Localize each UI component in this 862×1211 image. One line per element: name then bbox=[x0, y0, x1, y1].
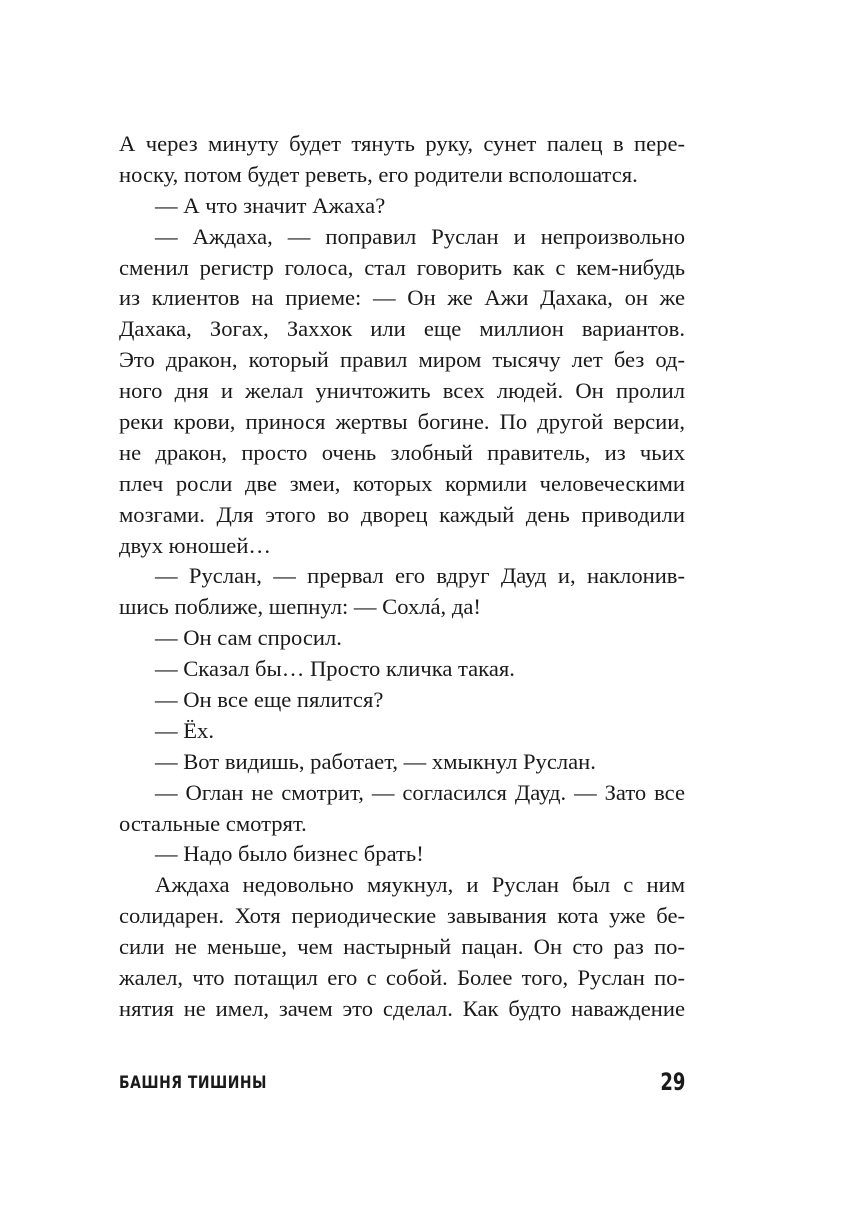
text-line: Дахака, Зогах, Заххок или еще миллион вариантов. bbox=[119, 316, 685, 342]
text-line: — Он сам спросил. bbox=[155, 625, 342, 651]
text-line: мозгами. Для этого во дворец каждый день приводили bbox=[119, 501, 685, 527]
text-line: плеч росли две змеи, которых кормили человеческими bbox=[119, 470, 685, 496]
text-line: — Оглан не смотрит, — согласился Дауд. — Зато все bbox=[155, 779, 685, 805]
text-line: не дракон, просто очень злобный правитель, из чьих bbox=[119, 439, 685, 465]
body-text bbox=[119, 129, 685, 1025]
text-line: жалел, что потащил его с собой. Более того, Руслан по- bbox=[119, 965, 685, 991]
text-line: — Надо было бизнес брать! bbox=[155, 841, 424, 867]
text-line: — Вот видишь, работает, — хмыкнул Руслан. bbox=[155, 748, 596, 774]
text-line: — Сказал бы… Просто кличка такая. bbox=[155, 656, 515, 682]
text-line: — А что значит Ажаха? bbox=[155, 192, 386, 218]
text-line: ного дня и желал уничтожить всех людей. Он пролил bbox=[119, 378, 685, 404]
text-line: сменил регистр голоса, стал говорить как с кем-нибудь bbox=[119, 254, 685, 280]
text-line: двух юношей… bbox=[119, 532, 272, 558]
text-line: — Аждаха, — поправил Руслан и непроизвольно bbox=[155, 223, 685, 249]
text-line: — Ёх. bbox=[155, 717, 214, 743]
text-line: шись поближе, шепнул: — Сохлá, да! bbox=[119, 594, 481, 620]
text-line: сили не меньше, чем настырный пацан. Он сто раз по- bbox=[119, 934, 685, 960]
text-line: А через минуту будет тянуть руку, сунет палец в пере- bbox=[119, 131, 685, 156]
text-line: реки крови, принося жертвы богине. По другой версии, bbox=[119, 409, 685, 435]
text-line: солидарен. Хотя периодические завывания кота уже бе- bbox=[119, 903, 685, 929]
text-line: из клиентов на приеме: — Он же Ажи Дахака, он же bbox=[119, 285, 685, 311]
text-line: нятия не имел, зачем это сделал. Как будто наваждение bbox=[119, 995, 685, 1021]
page-number: 29 bbox=[659, 1068, 685, 1096]
text-line: остальные смотрят. bbox=[119, 810, 307, 836]
running-footer-title: БАШНЯ ТИШИНЫ bbox=[119, 1073, 267, 1093]
text-line: носку, потом будет реветь, его родители всполошатся. bbox=[119, 161, 638, 187]
text-line: Это дракон, который правил миром тысячу лет без од- bbox=[119, 347, 685, 373]
text-line: — Он все еще пялится? bbox=[155, 687, 384, 713]
text-line: — Руслан, — прервал его вдруг Дауд и, наклонив- bbox=[155, 563, 685, 589]
text-line: Аждаха недовольно мяукнул, и Руслан был с ним bbox=[155, 872, 685, 898]
